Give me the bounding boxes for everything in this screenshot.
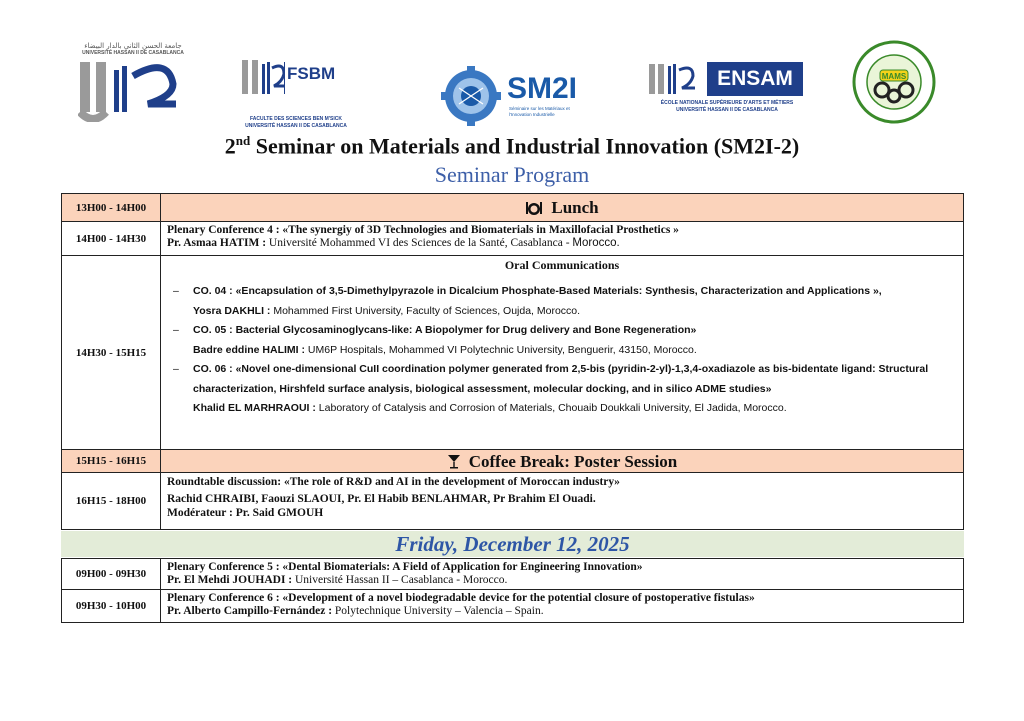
plenary5-row	[61, 558, 964, 590]
oral-item: – CO. 06 : «Novel one-dimensional CuII coordination polymer generated from 2,5-bis (pyridin-2-yl)-1,3,4-oxadiazole as bis-bidentate ligand: Structural characterization, Hirshfeld surface analysis, biological assessment, molecular docking, and in silico ADME studies» Khalid EL MARHRAOUI : Laboratory of Catalysis and Corrosion of Materials, Chouaib Doukkali University, El Jadida, Morocco.	[167, 360, 957, 419]
sm2i-name: SM2I	[507, 72, 578, 105]
sm2i-logo	[437, 66, 637, 126]
plenary5-speaker: Pr. El Mehdi JOUHADI :	[167, 574, 293, 586]
fsbm-sub1: FACULTE DES SCIENCES BEN M'SICK	[250, 116, 342, 122]
fsbm-emblem-icon	[240, 58, 285, 108]
fsbm-sub2: UNIVERSITÉ HASSAN II DE CASABLANCA	[245, 123, 347, 129]
uh2c-logo	[78, 42, 188, 132]
lunch-label: Lunch	[551, 198, 599, 217]
plenary6-title: Plenary Conference 6 : «Development of a novel biodegradable device for the potential closure of postoperative fistulas»	[167, 592, 755, 604]
mams-emblem-icon	[852, 40, 936, 124]
plenary4-time: 14H00 - 14H30	[62, 222, 161, 255]
utensils-icon	[525, 200, 543, 216]
oral-item: – CO. 05 : Bacterial Glycosaminoglycans-like: A Biopolymer for Drug delivery and Bone Regeneration» Badre eddine HALIMI : UM6P Hospitals, Mohammed VI Polytechnic University, Benguerir, 43150, Morocco.	[167, 321, 957, 360]
roundtable-participants: Rachid CHRAIBI, Faouzi SLAOUI, Pr. El Habib BENLAHMAR, Pr Brahim El Ouadi.	[167, 493, 596, 505]
oral-item-speaker: Badre eddine HALIMI :	[193, 343, 306, 356]
oral-cell	[161, 256, 963, 449]
roundtable-time: 16H15 - 18H00	[62, 473, 161, 529]
oral-item-speaker: Yosra DAKHLI :	[193, 304, 271, 317]
plenary4-speaker: Pr. Asmaa HATIM :	[167, 237, 267, 249]
ensam-sub1: ÉCOLE NATIONALE SUPÉRIEURE D'ARTS ET MÉTIERS	[660, 100, 794, 106]
plenary4-cell	[161, 222, 963, 255]
page-title	[0, 133, 1024, 159]
coffee-cell	[161, 450, 963, 472]
mams-logo	[852, 40, 936, 124]
plenary6-affiliation: Polytechnique University – Valencia – Spain.	[332, 605, 544, 617]
gear-globe-icon	[437, 66, 507, 126]
oral-item-speaker: Khalid EL MARHRAOUI :	[193, 402, 316, 414]
title-ordinal-suffix: nd	[235, 133, 251, 148]
plenary6-time: 09H30 - 10H00	[62, 590, 161, 622]
logo-bar	[0, 38, 1024, 133]
lunch-cell	[161, 194, 963, 221]
roundtable-row	[61, 472, 964, 530]
lunch-time: 13H00 - 14H00	[62, 194, 161, 221]
fsbm-subtitle	[240, 116, 352, 130]
coffee-label: Coffee Break: Poster Session	[468, 451, 678, 471]
plenary4-title: Plenary Conference 4 : «The synergiy of 3D Technologies and Biomaterials in Maxillofacial Prosthetics »	[167, 224, 679, 236]
page-subtitle: Seminar Program	[434, 162, 590, 187]
ensam-emblem-icon	[647, 62, 703, 98]
mams-name: MAMS	[881, 72, 907, 81]
plenary4-affiliation: Université Mohammed VI des Sciences de la Santé, Casablanca -	[266, 237, 573, 249]
title-text: Seminar on Materials and Industrial Innovation (SM2I-2)	[250, 133, 800, 159]
plenary5-cell	[161, 559, 963, 589]
oral-time: 14H30 - 15H15	[62, 256, 161, 449]
plenary5-time: 09H00 - 09H30	[62, 559, 161, 589]
plenary6-cell	[161, 590, 963, 622]
oral-item-speaker-line	[193, 399, 957, 419]
uh2c-emblem-icon	[78, 56, 188, 122]
uh2c-arabic-name: جامعة الحسن الثاني بالدار البيضاء	[84, 42, 182, 50]
uh2c-french-name: UNIVERSITÉ HASSAN II DE CASABLANCA	[82, 50, 184, 56]
cocktail-glass-icon	[447, 453, 461, 469]
plenary4-country: Morocco.	[572, 237, 620, 249]
plenary5-speaker-line	[167, 574, 957, 587]
roundtable-moderator: Modérateur : Pr. Said GMOUH	[167, 507, 324, 519]
lunch-row	[61, 193, 964, 222]
oral-item-affiliation: UM6P Hospitals, Mohammed VI Polytechnic University, Benguerir, 43150, Morocco.	[305, 343, 697, 356]
ensam-sub2: UNIVERSITÉ HASSAN II DE CASABLANCA	[676, 107, 778, 113]
plenary4-speaker-line	[167, 237, 957, 250]
fsbm-name: FSBM	[287, 64, 336, 83]
title-ordinal: 2	[224, 133, 236, 159]
oral-item-affiliation: Laboratory of Catalysis and Corrosion of Materials, Chouaib Doukkali University, El Jadida, Morocco.	[315, 402, 787, 414]
coffee-row	[61, 449, 964, 473]
oral-item-title: CO. 04 : «Encapsulation of 3,5-Dimethylpyrazole in Dicalcium Phosphate-Based Materials: Synthesis, Characterization and Applications »,	[193, 285, 882, 297]
plenary4-row	[61, 221, 964, 256]
oral-item-affiliation: Mohammed First University, Faculty of Sciences, Oujda, Morocco.	[270, 304, 581, 317]
ensam-name: ENSAM	[707, 62, 803, 96]
oral-item-speaker-line	[193, 302, 957, 322]
oral-item-title: CO. 06 : «Novel one-dimensional CuII coordination polymer generated from 2,5-bis (pyridin-2-yl)-1,3,4-oxadiazole as bis-bidentate ligand: Structural characterization, Hirshfeld surface analysis, biological assessment, molecular docking, and in silico ADME studies»	[193, 363, 929, 395]
coffee-time: 15H15 - 16H15	[62, 450, 161, 472]
day-heading: Friday, December 12, 2025	[61, 531, 964, 557]
plenary5-title: Plenary Conference 5 : «Dental Biomaterials: A Field of Application for Engineering Innovation»	[167, 561, 643, 573]
roundtable-cell	[161, 473, 963, 529]
fsbm-logo	[240, 58, 352, 138]
oral-item: – CO. 04 : «Encapsulation of 3,5-Dimethylpyrazole in Dicalcium Phosphate-Based Materials: Synthesis, Characterization and Applications », Yosra DAKHLI : Mohammed First University, Faculty of Sciences, Oujda, Morocco.	[167, 282, 957, 321]
plenary6-speaker: Pr. Alberto Campillo-Fernández :	[167, 605, 333, 617]
sm2i-subtitle: Séminaire sur les Matériaux et l'Innovation Industrielle	[509, 106, 570, 117]
plenary6-row	[61, 589, 964, 623]
plenary6-speaker-line	[167, 605, 957, 618]
ensam-subtitle	[647, 100, 807, 114]
ensam-logo	[647, 60, 807, 120]
oral-item-title: CO. 05 : Bacterial Glycosaminoglycans-like: A Biopolymer for Drug delivery and Bone Regeneration»	[193, 324, 697, 336]
roundtable-title: Roundtable discussion: «The role of R&D and AI in the development of Moroccan industry»	[167, 476, 620, 488]
plenary5-affiliation: Université Hassan II – Casablanca - Morocco.	[292, 574, 508, 586]
oral-item-speaker-line	[193, 341, 957, 361]
oral-heading: Oral Communications	[504, 258, 620, 272]
oral-row	[61, 255, 964, 450]
